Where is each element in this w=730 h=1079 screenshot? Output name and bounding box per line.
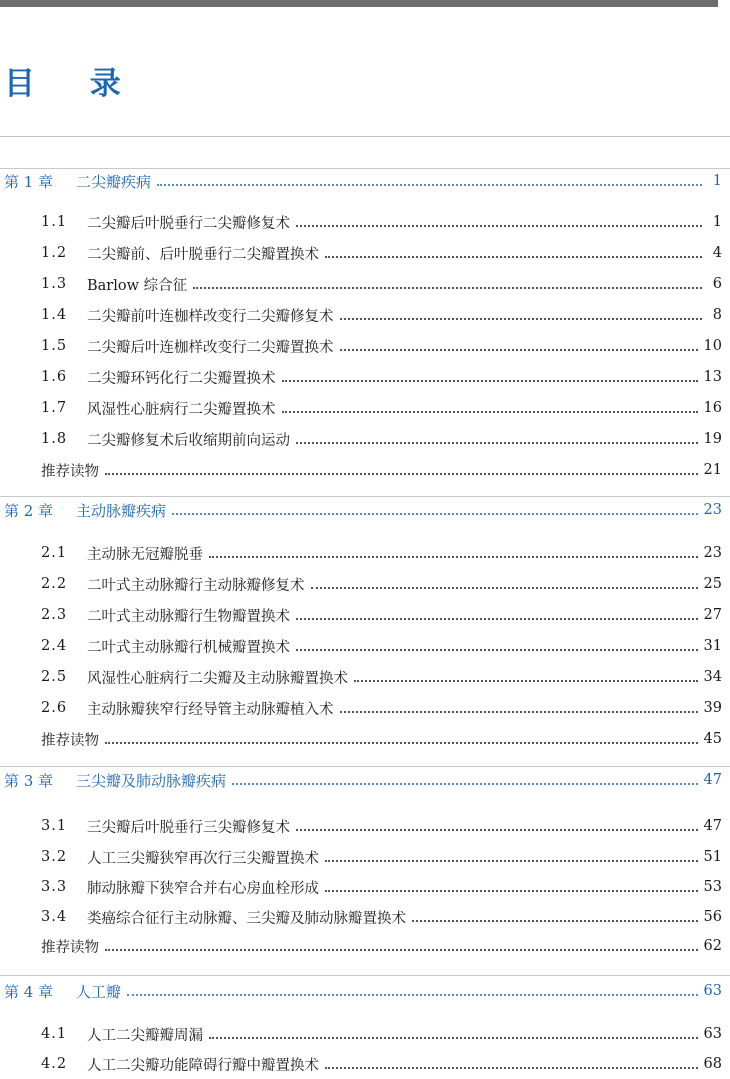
section-title: 风湿性心脏病行二尖瓣及主动脉瓣置换术 [87,670,348,687]
page-number: 45 [703,731,722,747]
section-number: 3.3 [41,879,68,895]
chapter-title: 二尖瓣疾病 [76,172,152,191]
toc-entry-3-2[interactable] [0,845,730,869]
page-number: 51 [703,849,722,865]
section-number: 2.4 [41,638,68,654]
toc-entry-3-4[interactable] [0,905,730,929]
toc-entry-1-1[interactable] [0,210,730,234]
title-divider [0,136,730,137]
reading-title: 推荐读物 [41,732,99,749]
section-title: Barlow 综合征 [87,277,188,294]
section-title: 二叶式主动脉瓣行生物瓣置换术 [87,608,290,625]
section-title: 二尖瓣后叶脱垂行二尖瓣修复术 [87,215,290,232]
toc-entry-reading-2[interactable] [0,727,730,751]
page-title: 目 录 [4,66,143,102]
toc-entry-1-8[interactable] [0,427,730,451]
toc-entry-1-2[interactable] [0,241,730,265]
section-title: 二尖瓣后叶连枷样改变行二尖瓣置换术 [87,339,334,356]
section-number: 1.5 [41,338,68,354]
page-number: 19 [703,431,722,447]
dot-leader [325,890,698,892]
toc-entry-3-1[interactable] [0,814,730,838]
dot-leader [296,442,698,444]
page-number: 10 [703,338,722,354]
section-title: 二尖瓣环钙化行二尖瓣置换术 [87,370,276,387]
toc-entry-4-1[interactable] [0,1022,730,1046]
section-title: 人工三尖瓣狭窄再次行三尖瓣置换术 [87,850,319,867]
page-number: 13 [703,369,722,385]
section-title: 二尖瓣前叶连枷样改变行二尖瓣修复术 [87,308,334,325]
page-number: 23 [703,545,722,561]
dot-leader [193,287,702,289]
dot-leader [311,587,698,589]
chapter-title: 三尖瓣及肺动脉瓣疾病 [76,771,227,790]
dot-leader [340,349,698,351]
toc-entry-1-7[interactable] [0,396,730,420]
toc-entry-reading-3[interactable] [0,934,730,958]
page-number: 16 [703,400,722,416]
section-title: 风湿性心脏病行二尖瓣置换术 [87,401,276,418]
chapter-title: 人工瓣 [76,982,122,1001]
toc-entry-4-2[interactable] [0,1052,730,1076]
dot-leader [296,829,698,831]
toc-entry-2-2[interactable] [0,572,730,596]
section-number: 1.3 [41,276,68,292]
section-number: 1.6 [41,369,68,385]
page-number: 8 [712,307,722,323]
dot-leader [105,473,698,475]
dot-leader [172,513,698,515]
chapter-number: 第 1 章 [4,172,54,191]
chapter-divider [0,975,730,976]
dot-leader [354,680,698,682]
dot-leader [232,783,698,785]
section-number: 1.2 [41,245,68,261]
dot-leader [127,994,698,996]
page-number: 39 [703,700,722,716]
dot-leader [157,184,702,186]
reading-title: 推荐读物 [41,939,99,956]
dot-leader [209,1037,698,1039]
section-title: 类癌综合征行主动脉瓣、三尖瓣及肺动脉瓣置换术 [87,910,406,927]
page-number: 53 [703,879,722,895]
section-title: 主动脉无冠瓣脱垂 [87,546,203,563]
page-number: 63 [703,983,722,999]
section-number: 2.2 [41,576,68,592]
dot-leader [325,256,702,258]
section-number: 1.7 [41,400,68,416]
section-number: 2.5 [41,669,68,685]
section-number: 4.2 [41,1056,68,1072]
section-title: 人工二尖瓣瓣周漏 [87,1027,203,1044]
reading-title: 推荐读物 [41,463,99,480]
chapter-1-entry[interactable] [0,169,730,193]
section-number: 4.1 [41,1026,68,1042]
section-title: 二叶式主动脉瓣行主动脉瓣修复术 [87,577,305,594]
chapter-number: 第 4 章 [4,982,54,1001]
section-title: 二尖瓣前、后叶脱垂行二尖瓣置换术 [87,246,319,263]
page-number: 4 [712,245,722,261]
page-number: 27 [703,607,722,623]
section-number: 1.8 [41,431,68,447]
section-number: 3.1 [41,818,68,834]
toc-entry-1-3[interactable] [0,272,730,296]
page-number: 34 [703,669,722,685]
chapter-4-entry[interactable] [0,979,730,1003]
top-bar [0,0,718,7]
page-number: 25 [703,576,722,592]
chapter-divider [0,496,730,497]
section-title: 二尖瓣修复术后收缩期前向运动 [87,432,290,449]
toc-entry-2-6[interactable] [0,696,730,720]
section-number: 2.6 [41,700,68,716]
chapter-3-entry[interactable] [0,768,730,792]
toc-entry-3-3[interactable] [0,875,730,899]
page-number: 63 [703,1026,722,1042]
section-number: 3.4 [41,909,68,925]
page-number: 21 [703,462,722,478]
dot-leader [325,860,698,862]
dot-leader [105,949,698,951]
toc-entry-reading-1[interactable] [0,458,730,482]
dot-leader [325,1067,698,1069]
page-number: 47 [703,818,722,834]
toc-entry-2-5[interactable] [0,665,730,689]
dot-leader [282,411,698,413]
chapter-number: 第 2 章 [4,501,54,520]
section-title: 主动脉瓣狭窄行经导管主动脉瓣植入术 [87,701,334,718]
chapter-title: 主动脉瓣疾病 [76,501,167,520]
section-title: 肺动脉瓣下狭窄合并右心房血栓形成 [87,880,319,897]
dot-leader [296,649,698,651]
section-number: 2.3 [41,607,68,623]
page-number: 56 [703,909,722,925]
chapter-number: 第 3 章 [4,771,54,790]
page-number: 68 [703,1056,722,1072]
toc-entry-2-3[interactable] [0,603,730,627]
toc-entry-2-4[interactable] [0,634,730,658]
chapter-divider [0,766,730,767]
toc-entry-1-4[interactable] [0,303,730,327]
section-number: 3.2 [41,849,68,865]
dot-leader [209,556,698,558]
section-number: 2.1 [41,545,68,561]
section-title: 三尖瓣后叶脱垂行三尖瓣修复术 [87,819,290,836]
page-number: 31 [703,638,722,654]
section-title: 人工二尖瓣功能障碍行瓣中瓣置换术 [87,1057,319,1074]
page-number: 47 [703,772,722,788]
dot-leader [296,225,702,227]
page-number: 1 [712,173,722,189]
toc-entry-1-5[interactable] [0,334,730,358]
toc-entry-1-6[interactable] [0,365,730,389]
dot-leader [282,380,698,382]
section-number: 1.4 [41,307,68,323]
page-number: 23 [703,502,722,518]
dot-leader [105,742,698,744]
dot-leader [340,318,703,320]
section-number: 1.1 [41,214,68,230]
page-number: 62 [703,938,722,954]
dot-leader [412,920,698,922]
page-number: 6 [712,276,722,292]
toc-entry-2-1[interactable] [0,541,730,565]
dot-leader [340,711,698,713]
page-number: 1 [712,214,722,230]
dot-leader [296,618,698,620]
chapter-2-entry[interactable] [0,498,730,522]
section-title: 二叶式主动脉瓣行机械瓣置换术 [87,639,290,656]
